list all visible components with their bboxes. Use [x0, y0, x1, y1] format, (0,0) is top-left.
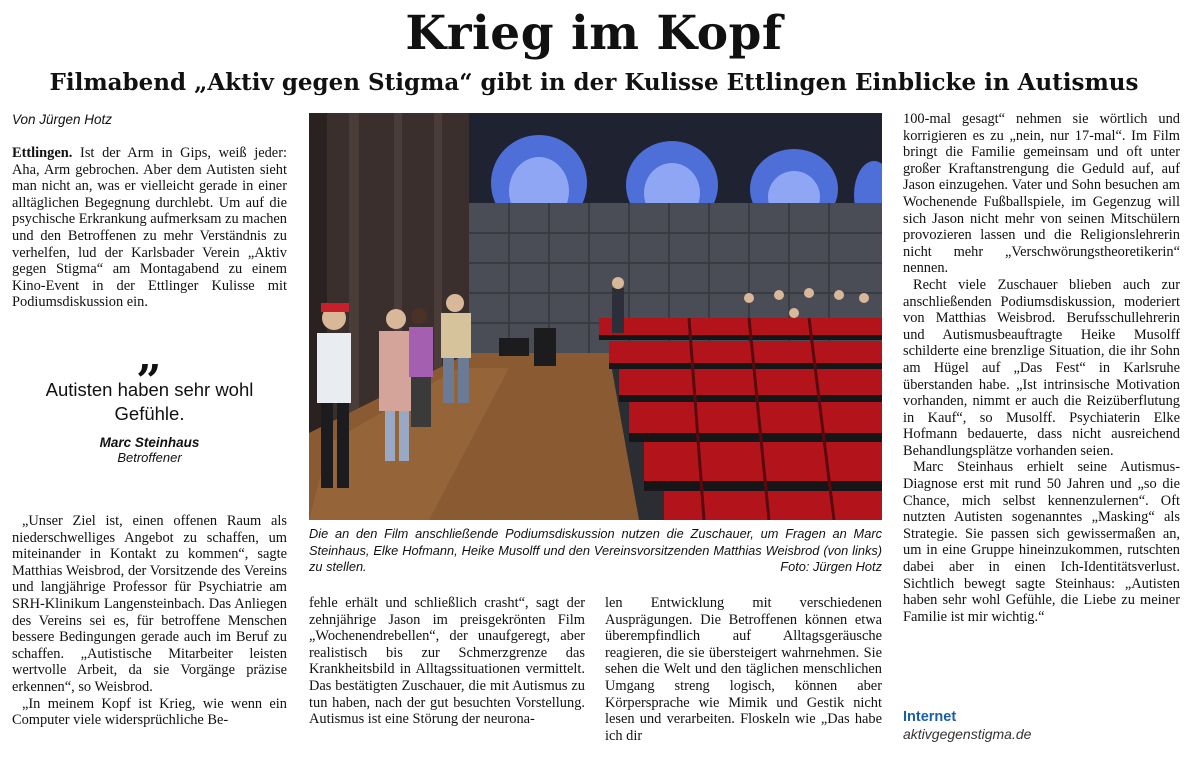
lead-paragraph	[12, 145, 287, 311]
column-1	[12, 145, 287, 311]
subheadline: Filmabend „Aktiv gegen Stigma“ gibt in der Kulisse Ettlingen Einblicke in Autismus	[49, 69, 1139, 96]
body-paragraph: „Unser Ziel ist, einen offenen Raum als niederschwelliges Angebot zu schaffen, um miteinander in Kontakt zu kommen“, sagte Matthias Weisbrod, der Vorsitzende des Vereins und langjährige Professor für Psychiatrie am SRH-Klinikum Langensteinbach. Das Anliegen des Vereins sei es, für betroffene Menschen bessere Bedingungen gerade auch im Beruf zu schaffen. „Autistische Mitarbeiter leisten wertvolle Arbeit, da sie Vorgänge präzise erkennen“, so Weisbrod.	[12, 513, 287, 695]
dateline: Ettlingen.	[12, 145, 73, 161]
body-paragraph: Recht viele Zuschauer blieben auch zur anschließenden Podiumsdiskussion, moderiert von Matthias Weisbrod. Berufsschullehrerin und Autismusbeauftragte Heike Musolff schilderte eine brenzlige Situation, die ihr Sohn am Hügel auf „Das Fest“ in Karlsruhe überstanden habe. „Ist intrinsische Motivation vorhanden, nimmt er auch die Reizüberflutung in Kauf“, so Musolff. Psychiaterin Elke Hofmann bedauerte, dass nicht ausreichend Behandlungsplätze vorhanden seien.	[903, 276, 1180, 459]
website-link[interactable]: aktivgegenstigma.de	[903, 726, 1032, 742]
headline: Krieg im Kopf	[405, 6, 783, 61]
caption-text: Die an den Film anschließende Podiumsdiskussion nutzen die Zuschauer, um Fragen an Marc Steinhaus, Elke Hofmann, Heike Musolff und den Vereinsvorsitzenden Matthias Weisbrod (von links) zu stellen.	[309, 526, 882, 574]
quote-text: Autisten haben sehr wohl Gefühle.	[45, 379, 254, 424]
cinema-photo-illustration	[309, 113, 882, 520]
byline: Von Jürgen Hotz	[12, 112, 113, 127]
photo-caption	[309, 526, 882, 576]
body-paragraph: Marc Steinhaus erhielt seine Autismus-Diagnose erst mit rund 50 Jahren und „so die Chance, mich selbst kennenzulernen“. Oft nutzten Autisten sogenanntes „Masking“ als Strategie. Sie passen sich gewissermaßen an, um in eine Gruppe hineinzukommen, rutschten dabei aber in einen Ich-Identitätsverlust. Sichtlich bewegt sagte Steinhaus: „Autisten haben sehr wohl Gefühle, die Liebe zu meiner Familie ist mir wichtig.“	[903, 459, 1180, 625]
quote-role: Betroffener	[117, 450, 182, 465]
pull-quote	[12, 331, 287, 465]
body-paragraph: fehle erhält und schließlich crasht“, sagt der zehnjährige Jason im preisgekrönten Film „Wochenendrebellen“, der unaufgeregt, aber realistisch bis zur Schmerzgrenze das Krankheitsbild in Alltagssituationen vermittelt. Das bestätigten Zuschauer, die mit Autismus zu tun haben, nach der gut besuchten Vorstellung. Autismus ist eine Störung der neurona-	[309, 595, 585, 728]
photo-credit: Foto: Jürgen Hotz	[780, 559, 882, 574]
body-paragraph: len Entwicklung mit verschiedenen Ausprägungen. Die Betroffenen können etwa überempfindlich auf Alltagsgeräusche reagieren, die sie übersteigert wahrnehmen. Sie sehen die Welt und den täglichen menschlichen Umgang streng logisch, können aber Körpersprache wie Mimik und Gestik nicht lesen und verarbeiten. Floskeln wie „Das habe ich dir	[605, 595, 882, 744]
column-4	[903, 111, 1180, 625]
quote-author: Marc Steinhaus	[99, 435, 200, 450]
article-photo	[309, 113, 882, 520]
lead-text: Ist der Arm in Gips, weiß jeder: Aha, Arm gebrochen. Aber dem Autisten sieht man nicht an, was er vielleicht gerade in einer alltäglichen Begegnung durchlebt. Um auf die psychische Erkrankung aufmerksam zu machen und den Betroffenen zu mehr Verständnis zu verhelfen, lud der Karlsbader Verein „Aktiv gegen Stigma“ am Montagabend zu einem Kino-Event in der Ettlinger Kulisse mit Podiumsdiskussion ein.	[12, 145, 287, 311]
column-1-continued	[12, 513, 287, 729]
internet-label: Internet	[903, 709, 957, 725]
column-3	[605, 595, 882, 744]
body-paragraph: 100-mal gesagt“ nehmen sie wörtlich und korrigieren es zu „nein, nur 17-mal“. Im Film bringt die Familie gemeinsam und oft unter großer Kraftanstrengung die Geduld auf, auf Jason einzugehen. Vater und Sohn besuchen am Wochenende Fußballspiele, im Gegenzug will sich Jason nicht mehr von seinen Mitschülern provozieren lassen und die Religionslehrerin nicht mehr „Verschwörungstheoretikerin“ nennen.	[903, 111, 1180, 277]
column-2	[309, 595, 585, 728]
body-paragraph: „In meinem Kopf ist Krieg, wie wenn ein Computer viele widersprüchliche Be-	[12, 695, 287, 729]
quote-mark-icon: „	[136, 331, 163, 382]
